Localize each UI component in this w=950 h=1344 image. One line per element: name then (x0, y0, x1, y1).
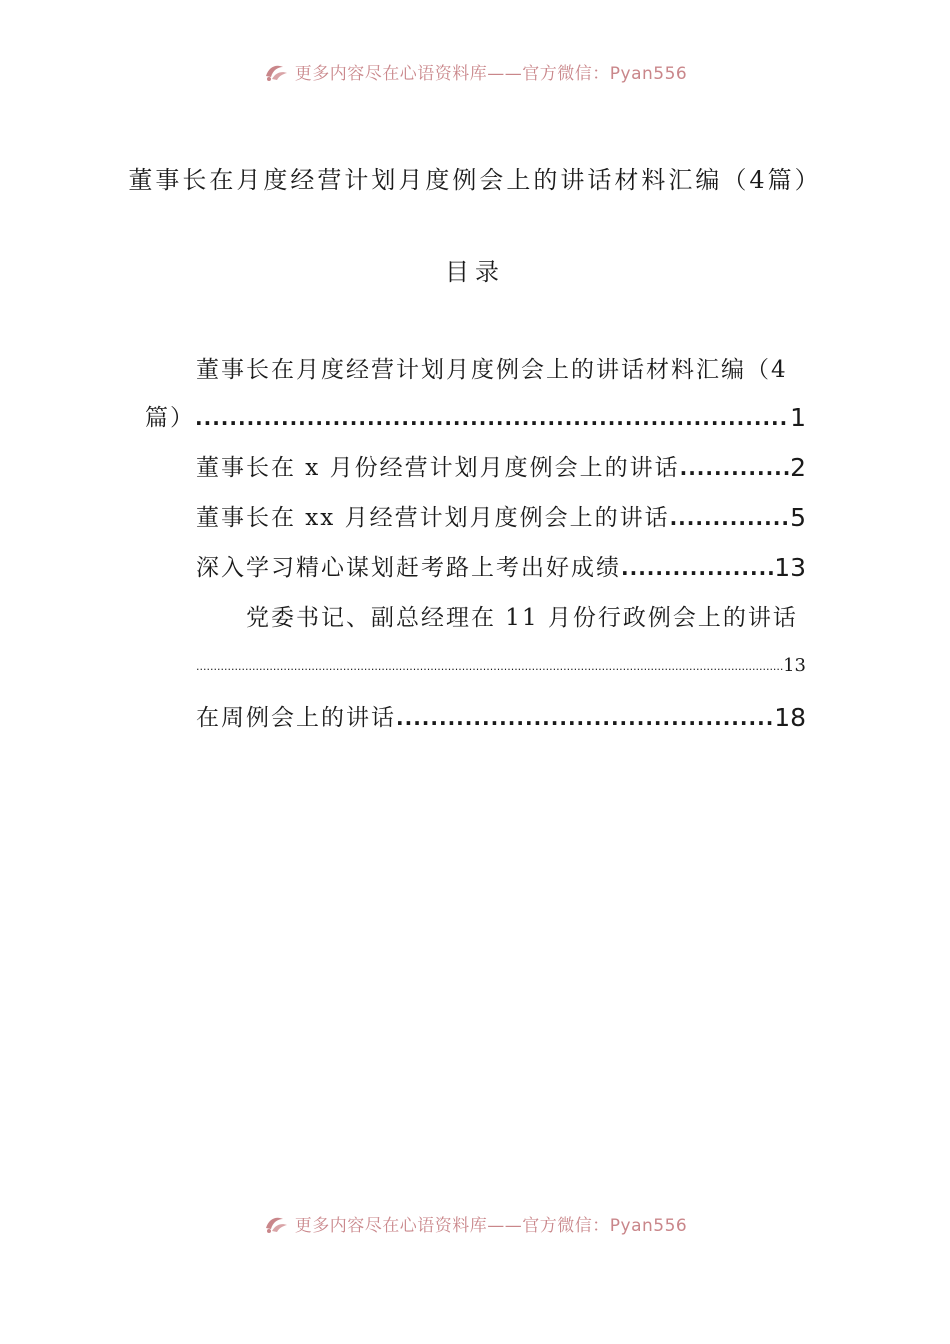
document-title: 董事长在月度经营计划月度例会上的讲话材料汇编（4篇） (128, 166, 822, 194)
toc-entry-4-page: 13 (774, 553, 806, 582)
toc-entry-6-page: 18 (774, 703, 806, 732)
book-swirl-logo-icon (263, 1212, 289, 1234)
toc-entry-2[interactable] (196, 446, 806, 482)
toc-entry-3-title: 董事长在 xx 月经营计划月度例会上的讲话 (196, 505, 670, 531)
toc-entry-5-page-line[interactable] (196, 646, 806, 676)
toc-leader-dots (195, 404, 790, 432)
toc-entry-6[interactable] (196, 696, 806, 732)
toc-entry-1-title-part-1: 董事长在月度经营计划月度例会上的讲话材料汇编（4 (196, 357, 788, 383)
toc-heading: 目录 (445, 258, 505, 286)
header-watermark (0, 56, 950, 86)
toc-entry-4-title: 深入学习精心谋划赶考路上考出好成绩 (196, 555, 621, 581)
toc-entry-1-line-1[interactable] (196, 348, 806, 384)
watermark-text: 更多内容尽在心语资料库——官方微信：Pyan556 (294, 1215, 688, 1236)
toc-entry-2-title: 董事长在 x 月份经营计划月度例会上的讲话 (196, 455, 680, 481)
toc-leader-dots (396, 704, 774, 732)
toc-entry-3[interactable] (196, 496, 806, 532)
toc-entry-6-title: 在周例会上的讲话 (196, 705, 396, 731)
toc-leader-dots (196, 658, 783, 676)
toc-entry-4[interactable] (196, 546, 806, 582)
toc-leader-dots (680, 454, 791, 482)
toc-leader-dots (670, 504, 791, 532)
watermark-text: 更多内容尽在心语资料库——官方微信：Pyan556 (294, 63, 688, 84)
toc-entry-1-title-part-2: 篇） (145, 405, 195, 431)
book-swirl-logo-icon (263, 60, 289, 82)
toc-entry-3-page: 5 (790, 503, 806, 532)
toc-entry-5-title-line[interactable] (246, 596, 806, 632)
toc-entry-1-page: 1 (790, 403, 806, 432)
toc-entry-5-title: 党委书记、副总经理在 11 月份行政例会上的讲话 (246, 605, 798, 631)
toc-entry-5-page: 13 (783, 655, 806, 676)
toc-entry-1-line-2[interactable] (145, 396, 806, 432)
toc-entry-2-page: 2 (790, 453, 806, 482)
footer-watermark (0, 1208, 950, 1238)
toc-leader-dots (621, 554, 774, 582)
